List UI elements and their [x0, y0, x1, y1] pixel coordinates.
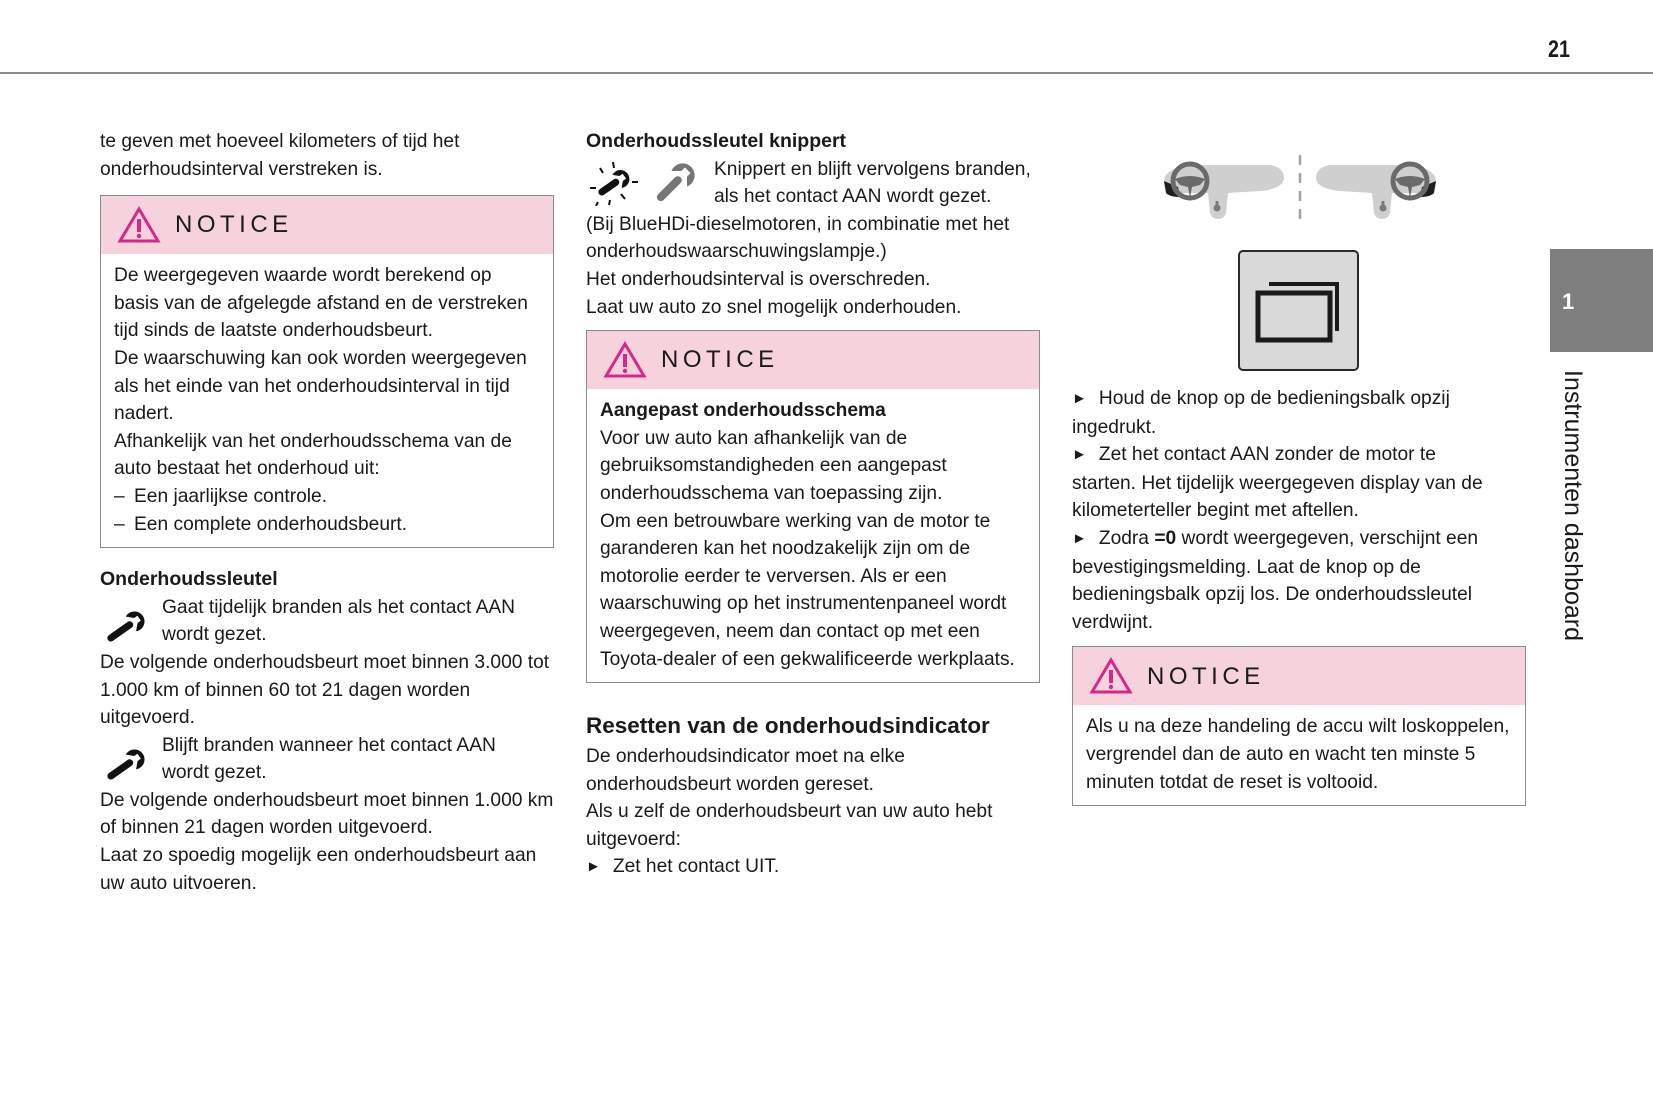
notice-paragraph: Als u na deze handeling de accu wilt loskoppelen, vergrendel dan de auto en wacht ten minste 5 minuten totdat de reset is voltooid.: [1086, 716, 1510, 793]
column-2: [586, 128, 1046, 882]
notice-paragraph: Om een betrouwbare werking van de motor te garanderen kan het noodzakelijk zijn om de motorolie eerder te verversen. Als er een waarschuwing op het instrumentenpaneel wordt weergegeven, neem dan contact op met een Toyota-dealer of een gekwalificeerde werkplaats.: [600, 510, 1015, 670]
paragraph: De onderhoudsindicator moet na elke onderhoudsbeurt worden gereset.: [586, 746, 905, 795]
notice-header: [101, 196, 553, 254]
notice-box: [586, 330, 1040, 683]
step-text-bold: =0: [1154, 527, 1177, 549]
dash-bullet: –: [114, 485, 125, 507]
wrench-flashing-item: [586, 156, 1046, 211]
warning-triangle-icon: [603, 341, 647, 379]
step-text: Houd de knop op de bedieningsbalk opzij ingedrukt.: [1072, 388, 1450, 438]
paragraph: De volgende onderhoudsbeurt moet binnen 3.000 tot 1.000 km of binnen 60 tot 21 dagen worden uitgevoerd.: [100, 651, 550, 729]
intro-line-2: onderhoudsinterval verstreken is.: [100, 158, 383, 180]
trip-button-figure: [1238, 250, 1359, 371]
rhd-dashboard: [1316, 164, 1436, 219]
step-item: [1072, 385, 1502, 441]
notice-paragraph: De weergegeven waarde wordt berekend op basis van de afgelegde afstand en de verstreken tijd sinds de laatste onderhoudsbeurt.: [114, 265, 528, 342]
reset-heading: Resetten van de onderhoudsindicator: [586, 713, 990, 739]
step-item: [1072, 525, 1502, 636]
paragraph: Het onderhoudsinterval is overschreden.: [586, 268, 931, 290]
notice-title: NOTICE: [661, 346, 779, 374]
column-3: [1072, 385, 1510, 806]
lhd-dashboard: [1164, 164, 1284, 219]
wrench-line-2: wordt gezet.: [162, 624, 267, 646]
notice-subheading: Aangepast onderhoudsschema: [600, 400, 886, 422]
column-1: [100, 128, 560, 897]
intro-line-1: te geven met hoeveel kilometers of tijd het: [100, 131, 460, 152]
page-number: 21: [1548, 36, 1570, 63]
icon-line-1: Knippert en blijft vervolgens branden,: [714, 158, 1031, 180]
step-text-pre: Zodra: [1098, 527, 1155, 549]
step-text-post: wordt weergegeven, verschijnt een bevestigingsmelding. Laat de knop op de bedieningsbalk opzij los. De onderhoudssleutel verdwijnt.: [1072, 527, 1479, 633]
paragraph: De volgende onderhoudsbeurt moet binnen 1.000 km of binnen 21 dagen worden uitgevoerd.: [100, 789, 554, 839]
step-text: Zet het contact AAN zonder de motor te starten. Het tijdelijk weergegeven display van de kilometerteller begint met aftellen.: [1072, 444, 1483, 522]
notice-paragraph: Afhankelijk van het onderhoudsschema van de auto bestaat het onderhoud uit:: [114, 430, 512, 480]
notice-box: [1072, 646, 1526, 806]
steering-wheel-diagram: [1160, 153, 1440, 223]
arrow-bullet-icon: ►: [1072, 390, 1087, 407]
wrench-line-1: Gaat tijdelijk branden als het contact AAN: [162, 596, 516, 618]
wrench-flashing-icon: [586, 156, 646, 206]
paragraph: Laat uw auto zo snel mogelijk onderhouden.: [586, 296, 962, 318]
list-item-text: Een jaarlijkse controle.: [134, 485, 328, 507]
list-item-text: Een complete onderhoudsbeurt.: [134, 513, 408, 535]
wrench-icon: [100, 602, 162, 646]
notice-body: [587, 389, 1039, 682]
header-rule: [0, 72, 1653, 74]
list-item: [114, 511, 540, 539]
section-heading: Onderhoudssleutel knippert: [586, 130, 847, 152]
chapter-number: 1: [1562, 289, 1575, 314]
wrench-line-2: wordt gezet.: [162, 762, 267, 784]
notice-title: NOTICE: [1147, 662, 1265, 690]
paragraph: (Bij BlueHDi-dieselmotoren, in combinatie met het onderhoudswaarschuwingslampje.): [586, 213, 1010, 263]
wrench-item-2: [100, 732, 560, 787]
notice-body: [1073, 705, 1525, 805]
arrow-bullet-icon: ►: [586, 858, 601, 876]
step-text: Zet het contact UIT.: [612, 856, 780, 878]
notice-paragraph: Voor uw auto kan afhankelijk van de gebruiksomstandigheden een aangepast onderhoudsschema van toepassing zijn.: [600, 427, 947, 504]
wrench-icon: [100, 740, 162, 784]
paragraph: Als u zelf de onderhoudsbeurt van uw auto hebt uitgevoerd:: [586, 801, 993, 850]
arrow-bullet-icon: ►: [1072, 446, 1087, 464]
notice-paragraph: De waarschuwing kan ook worden weergegeven als het einde van het onderhoudsinterval in tijd nadert.: [114, 347, 527, 425]
notice-title: NOTICE: [175, 211, 293, 239]
section-heading: Onderhoudssleutel: [100, 568, 278, 591]
notice-header: [1073, 647, 1525, 705]
warning-triangle-icon: [117, 206, 161, 244]
wrench-item-1: [100, 594, 560, 649]
icon-line-2: als het contact AAN wordt gezet.: [714, 186, 992, 208]
trip-button-icon: [1240, 252, 1357, 369]
notice-header: [587, 331, 1039, 389]
chapter-title: Instrumenten dashboard: [1559, 370, 1587, 642]
step-item: [586, 853, 1046, 882]
wrench-grey-icon: [650, 156, 708, 206]
paragraph: Laat zo spoedig mogelijk een onderhoudsbeurt aan uw auto uitvoeren.: [100, 845, 537, 894]
notice-body: [101, 254, 553, 547]
warning-triangle-icon: [1089, 657, 1133, 695]
list-item: [114, 483, 540, 511]
arrow-bullet-icon: ►: [1072, 529, 1087, 547]
wrench-line-1: Blijft branden wanneer het contact AAN: [162, 734, 496, 756]
step-item: [1072, 441, 1502, 525]
dash-bullet: –: [114, 513, 125, 535]
notice-box: [100, 195, 554, 548]
